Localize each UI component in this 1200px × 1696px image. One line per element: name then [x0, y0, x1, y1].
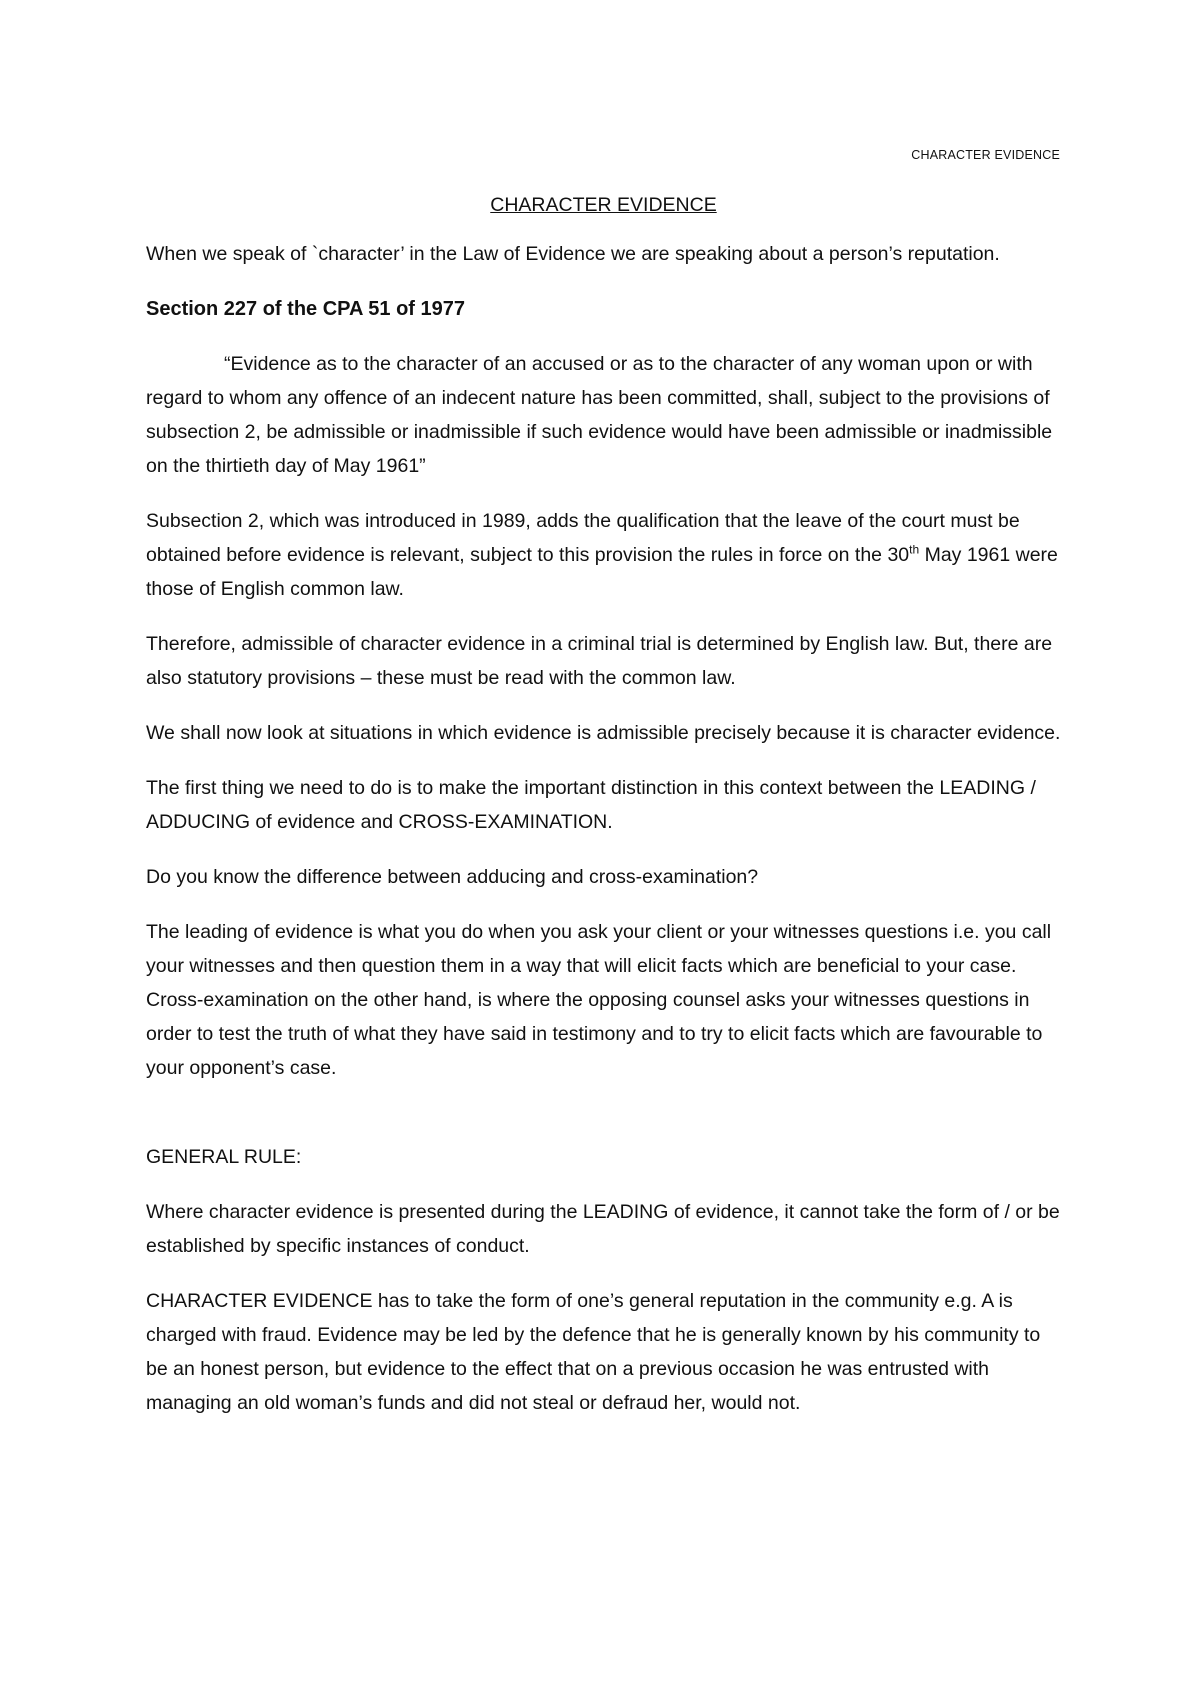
ordinal-suffix: th [909, 542, 920, 557]
statute-quote: “Evidence as to the character of an accused or as to the character of any woman upon or with regard to whom any offence of an indecent nature has been committed, shall, subject to the provisions of subsection 2, be admissible or inadmissible if such evidence would have been admissible or inadmissible on the thirtieth day of May 1961” [146, 353, 1053, 477]
general-rule-paragraph: Where character evidence is presented during the LEADING of evidence, it cannot take the form of / or be established by specific instances of conduct. [146, 1201, 1060, 1257]
situations-paragraph: We shall now look at situations in which evidence is admissible precisely because it is character evidence. [146, 722, 1061, 744]
subsection-text-1: Subsection 2, which was introduced in 1989, adds the qualification that the leave of the court must be obtained before evidence is relevant, subject to this provision the rules in force on the 30 [146, 510, 1020, 566]
leading-explained-paragraph: The leading of evidence is what you do when you ask your client or your witnesses questions i.e. you call your witnesses and then question them in a way that will elicit facts which are beneficial to your case. Cross-examination on the other hand, is where the opposing counsel asks your witnesses questions in order to test the truth of what they have said in testimony and to try to elicit facts which are favourable to your opponent’s case. [146, 921, 1052, 1079]
question-paragraph: Do you know the difference between adducing and cross-examination? [146, 866, 759, 888]
document-body [146, 188, 1061, 1441]
page-title: CHARACTER EVIDENCE [490, 194, 717, 216]
subsection-paragraph [146, 504, 1061, 606]
subsection-text-2: May 1961 were those of English common law. [146, 544, 1058, 600]
section-heading: Section 227 of the CPA 51 of 1977 [146, 298, 465, 320]
running-header: CHARACTER EVIDENCE [911, 148, 1060, 162]
therefore-paragraph: Therefore, admissible of character evidence in a criminal trial is determined by English law. But, there are also statutory provisions – these must be read with the common law. [146, 633, 1053, 689]
blank-line [146, 1106, 1061, 1140]
general-rule-heading: GENERAL RULE: [146, 1146, 302, 1168]
distinction-paragraph: The first thing we need to do is to make the important distinction in this context between the LEADING / ADDUCING of evidence and CROSS-EXAMINATION. [146, 777, 1036, 833]
reputation-paragraph: CHARACTER EVIDENCE has to take the form of one’s general reputation in the community e.g. A is charged with fraud. Evidence may be led by the defence that he is generally known by his community to be an honest person, but evidence to the effect that on a previous occasion he was entrusted with managing an old woman’s funds and did not steal or defraud her, would not. [146, 1290, 1041, 1414]
intro-paragraph: When we speak of `character’ in the Law of Evidence we are speaking about a person’s reputation. [146, 243, 1000, 265]
